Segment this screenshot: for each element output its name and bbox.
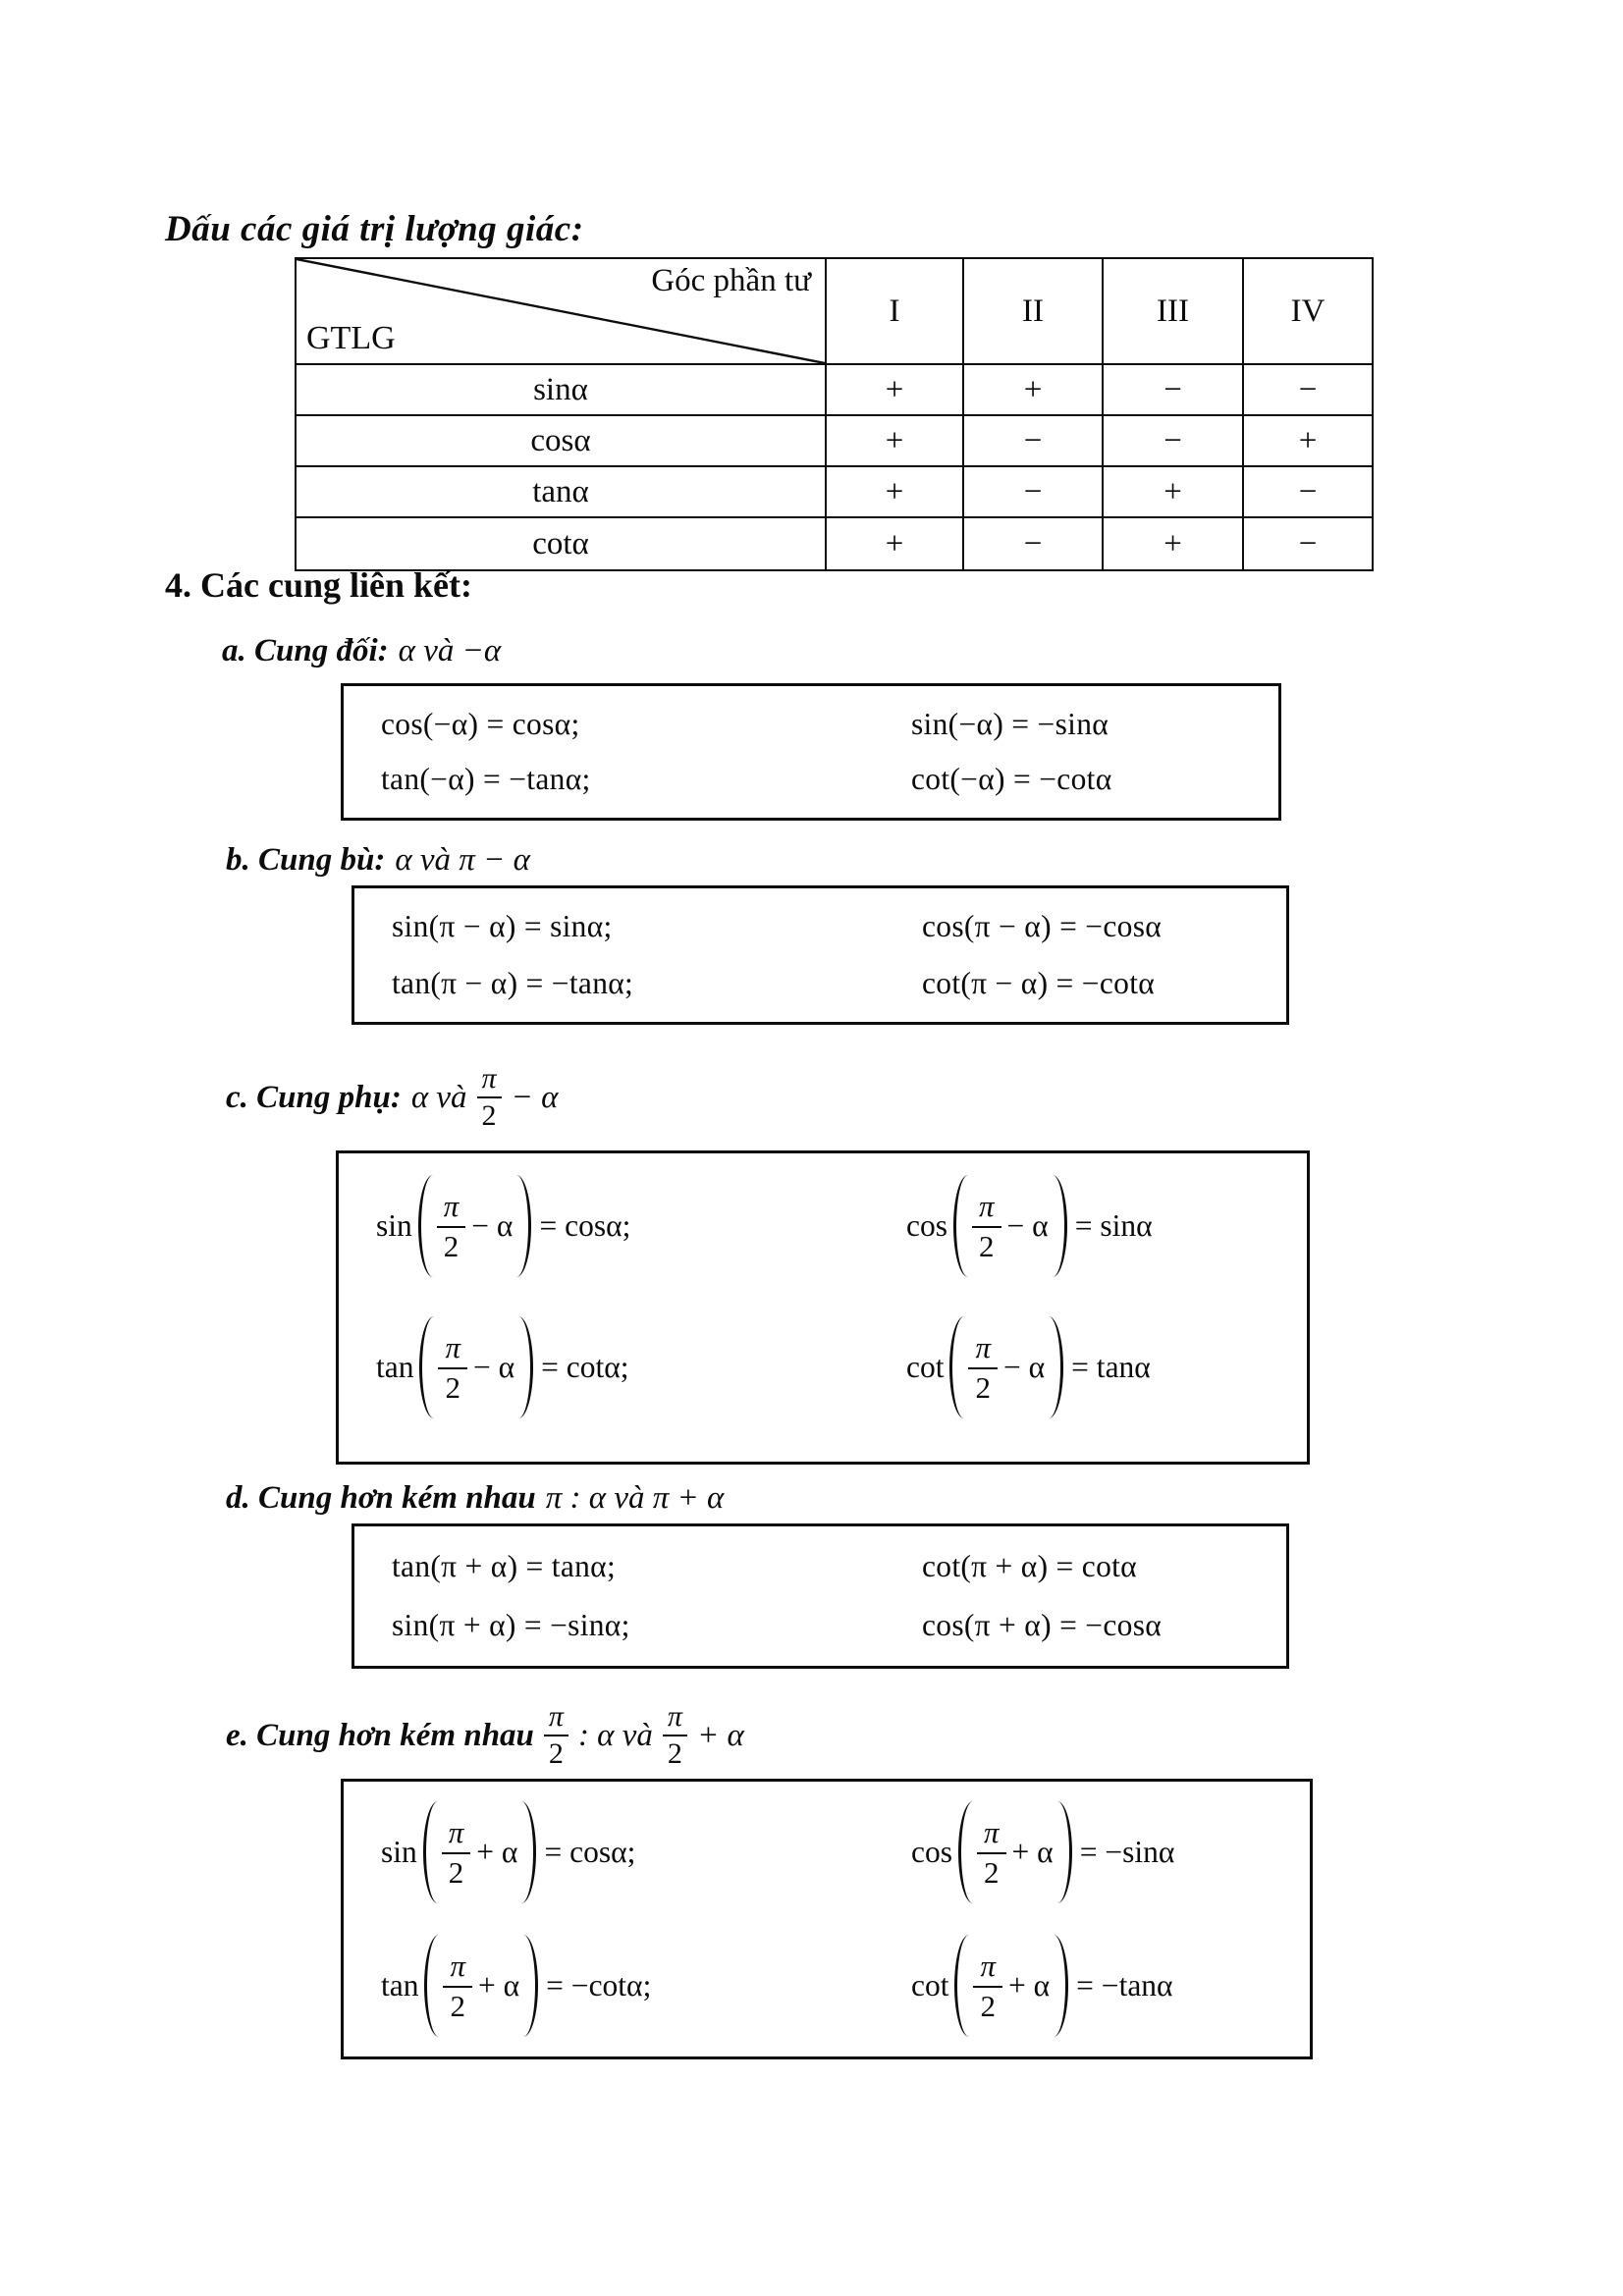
- formula: cot(−α) = −cotα: [911, 762, 1112, 797]
- fraction: [443, 1949, 472, 2023]
- close-paren-icon: [521, 1801, 536, 1903]
- fraction-numerator: π: [443, 1949, 472, 1988]
- formula-row: [381, 1923, 1310, 2049]
- sign-cell: −: [1104, 416, 1244, 467]
- fraction: [968, 1330, 998, 1405]
- fraction-denominator: 2: [448, 1854, 464, 1890]
- function-name: cot: [906, 1350, 945, 1384]
- subheading-d: [226, 1480, 724, 1517]
- equals-rhs: = cosα;: [544, 1835, 636, 1869]
- subheading-b-desc: α và π − α: [395, 842, 530, 878]
- fraction-numerator: π: [438, 1330, 467, 1369]
- table-corner-cell: [297, 259, 827, 365]
- subheading-e-post: + α: [696, 1717, 744, 1753]
- formula: [911, 1935, 1310, 2037]
- equals-rhs: = tanα: [1071, 1350, 1151, 1384]
- sign-table: [295, 257, 1374, 571]
- fraction: [973, 1949, 1002, 2023]
- operand: − α: [473, 1350, 515, 1384]
- equals-rhs: = −tanα: [1076, 1968, 1173, 2002]
- sign-cell: +: [1104, 518, 1244, 569]
- formula: tan(−α) = −tanα;: [381, 762, 591, 797]
- sign-cell: −: [964, 518, 1104, 569]
- formula-row: [392, 909, 1286, 944]
- subheading-b-label: b. Cung bù:: [226, 842, 386, 878]
- formula: [381, 1801, 911, 1903]
- formula: cot(π + α) = cotα: [922, 1549, 1137, 1584]
- formula-box-b: [352, 885, 1289, 1025]
- quadrant-header-4: IV: [1244, 259, 1372, 365]
- page-title: Dấu các giá trị lượng giác:: [165, 209, 584, 249]
- close-paren-icon: [1049, 1316, 1063, 1418]
- close-paren-icon: [1054, 1935, 1068, 2037]
- sign-cell: −: [964, 467, 1104, 518]
- open-paren-icon: [949, 1316, 964, 1418]
- fraction: [477, 1062, 502, 1134]
- row-label-sin: sinα: [297, 365, 827, 416]
- formula-row: [381, 762, 1278, 797]
- function-name: sin: [381, 1835, 417, 1869]
- corner-label-top: Góc phần tư: [651, 263, 811, 298]
- formula-row: [376, 1305, 1307, 1430]
- equals-rhs: = cotα;: [541, 1350, 629, 1384]
- formula: sin(−α) = −sinα: [911, 706, 1109, 741]
- formula-box-a: [341, 683, 1281, 821]
- formula: [906, 1175, 1307, 1277]
- function-name: cot: [911, 1968, 949, 2002]
- formula: tan(π − α) = −tanα;: [392, 965, 634, 1000]
- fraction-numerator: π: [477, 1062, 502, 1099]
- subheading-c: [226, 1048, 558, 1147]
- sign-cell: −: [1298, 525, 1318, 561]
- formula: [381, 1935, 911, 2037]
- formula: [906, 1316, 1307, 1418]
- formula-row: [381, 1789, 1310, 1915]
- function-name: cos: [911, 1835, 952, 1869]
- fraction-denominator: 2: [548, 1737, 564, 1770]
- function-name: sin: [376, 1208, 412, 1243]
- fraction-numerator: π: [968, 1330, 998, 1369]
- operand: − α: [471, 1208, 514, 1243]
- fraction: [977, 1815, 1006, 1890]
- formula: [376, 1316, 906, 1418]
- formula-row: [381, 707, 1278, 742]
- formula-row: [392, 1608, 1286, 1643]
- equals-rhs: = sinα: [1074, 1208, 1153, 1243]
- subheading-a: [222, 633, 501, 669]
- sign-cell: −: [1104, 365, 1244, 416]
- subheading-a-label: a. Cung đối:: [222, 633, 389, 668]
- formula: cos(π − α) = −cosα: [922, 909, 1163, 944]
- subheading-b: [226, 842, 530, 879]
- subheading-c-label: c. Cung phụ:: [226, 1079, 402, 1115]
- fraction: [663, 1700, 687, 1772]
- equals-rhs: = −cotα;: [546, 1968, 652, 2002]
- open-paren-icon: [419, 1316, 434, 1418]
- close-paren-icon: [523, 1935, 538, 2037]
- operand: − α: [1006, 1208, 1049, 1243]
- fraction-denominator: 2: [450, 1988, 465, 2023]
- open-paren-icon: [418, 1175, 433, 1277]
- subheading-e: [226, 1686, 744, 1785]
- operand: + α: [478, 1968, 520, 2002]
- quadrant-header-1: I: [827, 259, 964, 365]
- fraction-numerator: π: [977, 1815, 1006, 1854]
- fraction-numerator: π: [437, 1189, 466, 1228]
- fraction-numerator: π: [544, 1700, 568, 1737]
- formula: [376, 1175, 906, 1277]
- operand: + α: [1011, 1835, 1054, 1869]
- sign-cell: +: [1244, 416, 1372, 467]
- function-name: tan: [376, 1350, 414, 1384]
- sign-cell: +: [827, 467, 964, 518]
- formula-row: [392, 966, 1286, 1001]
- fraction-denominator: 2: [975, 1369, 991, 1405]
- open-paren-icon: [424, 1935, 439, 2037]
- fraction: [442, 1815, 471, 1890]
- formula-row: [392, 1549, 1286, 1584]
- subheading-d-label: d. Cung hơn kém nhau: [226, 1480, 536, 1516]
- operand: + α: [1008, 1968, 1051, 2002]
- sign-cell: +: [964, 365, 1104, 416]
- fraction-denominator: 2: [481, 1099, 497, 1132]
- formula-box-d: [352, 1523, 1289, 1669]
- fraction: [972, 1189, 1001, 1263]
- equals-rhs: = cosα;: [539, 1208, 631, 1243]
- open-paren-icon: [958, 1801, 973, 1903]
- formula: tan(π + α) = tanα;: [392, 1549, 617, 1584]
- formula: [911, 1801, 1310, 1903]
- formula-row: [376, 1163, 1307, 1289]
- operand: + α: [476, 1835, 518, 1869]
- fraction-numerator: π: [972, 1189, 1001, 1228]
- subheading-a-desc: α và −α: [398, 633, 502, 668]
- fraction: [437, 1189, 466, 1263]
- sign-cell: +: [827, 416, 964, 467]
- formula: cot(π − α) = −cotα: [922, 965, 1156, 1000]
- operand: − α: [1003, 1350, 1046, 1384]
- subheading-c-post: − α: [511, 1079, 559, 1115]
- sign-cell: +: [1104, 467, 1244, 518]
- close-paren-icon: [516, 1175, 531, 1277]
- subheading-e-label: e. Cung hơn kém nhau: [226, 1717, 534, 1753]
- fraction-denominator: 2: [979, 1228, 995, 1263]
- formula-box-e: [341, 1779, 1313, 2059]
- function-name: cos: [906, 1208, 947, 1243]
- fraction-numerator: π: [663, 1700, 687, 1737]
- fraction: [544, 1700, 568, 1772]
- open-paren-icon: [953, 1175, 968, 1277]
- row-label-cos: cosα: [297, 416, 827, 467]
- formula: cos(π + α) = −cosα: [922, 1607, 1163, 1642]
- subheading-c-pre: α và: [410, 1079, 467, 1115]
- close-paren-icon: [1057, 1801, 1072, 1903]
- fraction-numerator: π: [973, 1949, 1002, 1988]
- sign-cell: +: [827, 365, 964, 416]
- fraction: [438, 1330, 467, 1405]
- sign-cell: −: [964, 416, 1104, 467]
- section-4-heading: 4. Các cung liên kết:: [165, 565, 472, 605]
- row-label-tan: tanα: [297, 467, 827, 518]
- fraction-denominator: 2: [984, 1854, 1000, 1890]
- fraction-denominator: 2: [667, 1737, 682, 1770]
- open-paren-icon: [954, 1935, 969, 2037]
- formula: sin(π + α) = −sinα;: [392, 1607, 630, 1642]
- formula-box-c: [336, 1150, 1310, 1465]
- close-paren-icon: [1053, 1175, 1067, 1277]
- row-label-cot: cotα: [297, 518, 827, 569]
- quadrant-header-2: II: [964, 259, 1104, 365]
- corner-label-bottom: GTLG: [306, 320, 396, 356]
- formula: sin(π − α) = sinα;: [392, 909, 613, 944]
- sign-cell: −: [1244, 365, 1372, 416]
- fraction-numerator: π: [442, 1815, 471, 1854]
- equals-rhs: = −sinα: [1079, 1835, 1175, 1869]
- function-name: tan: [381, 1968, 419, 2002]
- fraction-denominator: 2: [443, 1228, 460, 1263]
- sign-cell: −: [1244, 467, 1372, 518]
- close-paren-icon: [518, 1316, 533, 1418]
- fraction-denominator: 2: [980, 1988, 996, 2023]
- formula: cos(−α) = cosα;: [381, 706, 580, 741]
- fraction-denominator: 2: [445, 1369, 460, 1405]
- open-paren-icon: [423, 1801, 438, 1903]
- quadrant-header-3: III: [1104, 259, 1244, 365]
- subheading-e-mid: : α và: [577, 1717, 653, 1753]
- subheading-d-desc: π : α và π + α: [545, 1480, 725, 1516]
- sign-cell: +: [827, 518, 964, 569]
